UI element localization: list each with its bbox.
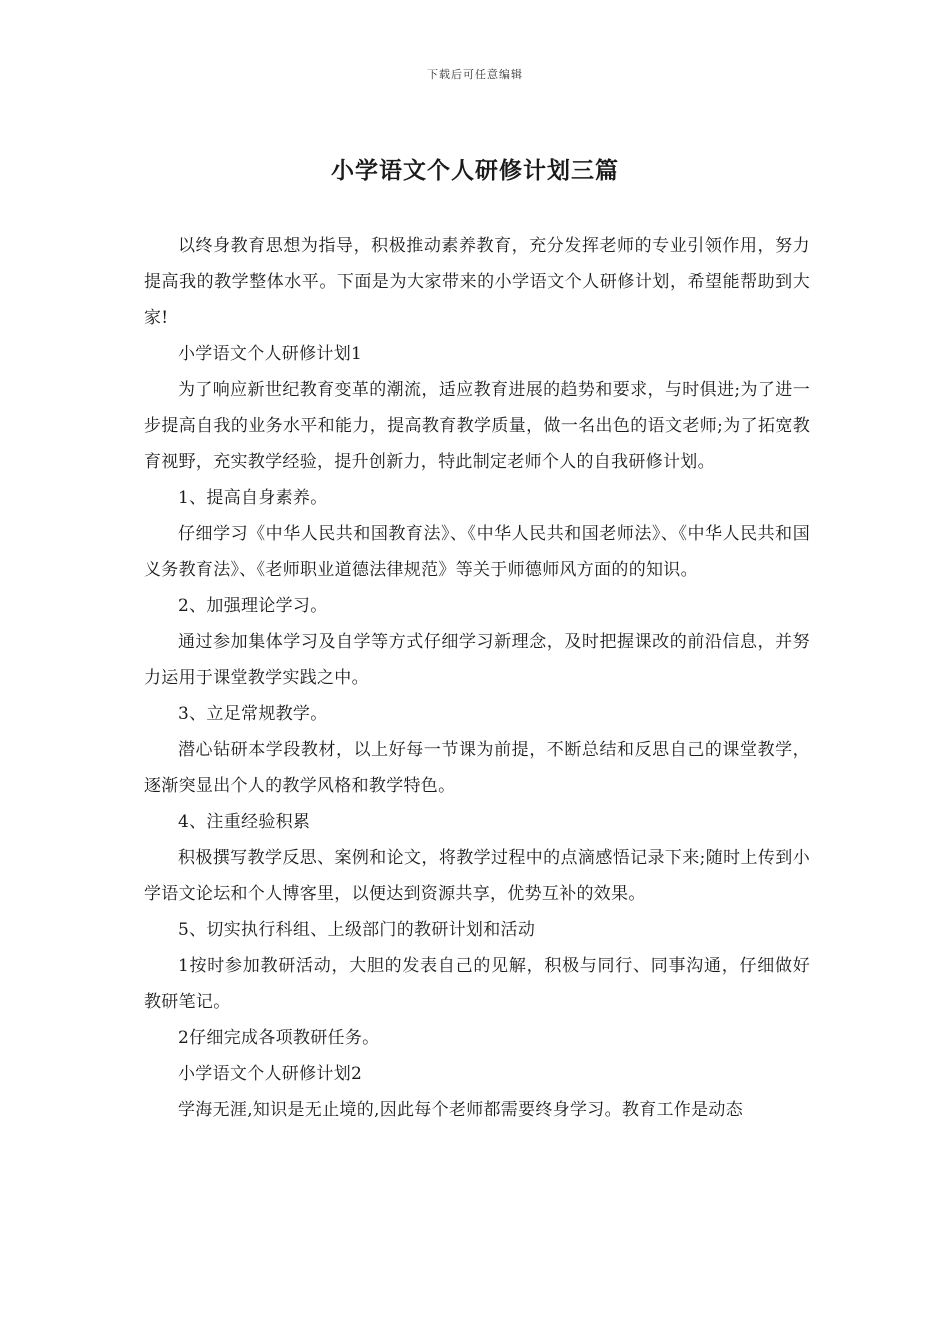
paragraph-plan-2-intro: 学海无涯,知识是无止境的,因此每个老师都需要终身学习。教育工作是动态 — [178, 1100, 744, 1120]
item-heading-1: 1、提高自身素养。 — [178, 488, 328, 508]
paragraph-intro: 以终身教育思想为指导，积极推动素养教育，充分发挥老师的专业引领作用，努力提高我的教学整体水平。下面是为大家带来的小学语文个人研修计划，希望能帮助到大家! — [144, 236, 810, 328]
paragraph-item-5-1: 1按时参加教研活动，大胆的发表自己的见解，积极与同行、同事沟通，仔细做好教研笔记。 — [144, 956, 810, 1012]
paragraph-item-1: 仔细学习《中华人民共和国教育法》、《中华人民共和国老师法》、《中华人民共和国义务教育法》、《老师职业道德法律规范》等关于师德师风方面的的知识。 — [144, 524, 810, 580]
section-heading-plan-2: 小学语文个人研修计划2 — [178, 1064, 363, 1084]
document-body — [144, 228, 810, 1128]
item-heading-5: 5、切实执行科组、上级部门的教研计划和活动 — [178, 920, 536, 940]
paragraph-item-2: 通过参加集体学习及自学等方式仔细学习新理念，及时把握课改的前沿信息，并努力运用于课堂教学实践之中。 — [144, 632, 810, 688]
paragraph-item-5-2: 2仔细完成各项教研任务。 — [178, 1028, 380, 1048]
item-heading-4: 4、注重经验积累 — [178, 812, 311, 832]
item-heading-2: 2、加强理论学习。 — [178, 596, 328, 616]
paragraph-item-4: 积极撰写教学反思、案例和论文，将教学过程中的点滴感悟记录下来;随时上传到小学语文论坛和个人博客里，以便达到资源共享，优势互补的效果。 — [144, 848, 810, 904]
paragraph-plan-1-intro: 为了响应新世纪教育变革的潮流，适应教育进展的趋势和要求，与时俱进;为了进一步提高自我的业务水平和能力，提高教育教学质量，做一名出色的语文老师;为了拓宽教育视野，充实教学经验，提升创新力，特此制定老师个人的自我研修计划。 — [144, 380, 810, 472]
paragraph-item-3: 潜心钻研本学段教材，以上好每一节课为前提，不断总结和反思自己的课堂教学，逐渐突显出个人的教学风格和教学特色。 — [144, 740, 810, 796]
header-note: 下载后可任意编辑 — [427, 68, 523, 81]
document-title: 小学语文个人研修计划三篇 — [331, 157, 619, 184]
section-heading-plan-1: 小学语文个人研修计划1 — [178, 344, 363, 364]
item-heading-3: 3、立足常规教学。 — [178, 704, 328, 724]
